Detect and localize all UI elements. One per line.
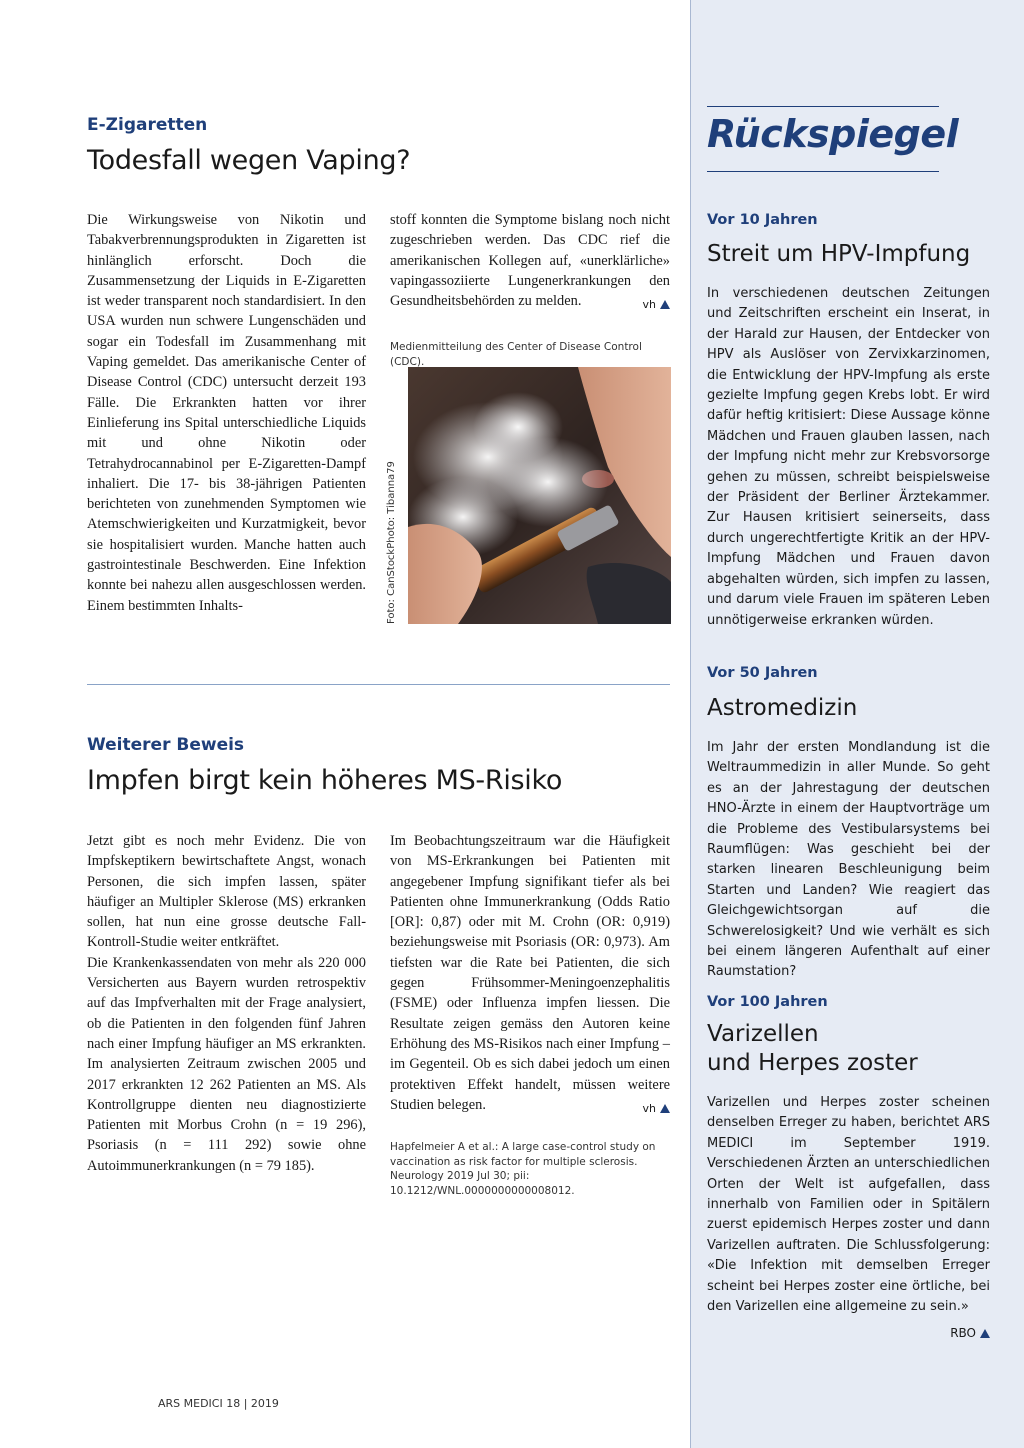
sidebar-item3-headline [707, 1020, 918, 1078]
sidebar-item3-kicker: Vor 100 Jahren [707, 994, 828, 1010]
article1-column1 [87, 210, 366, 616]
article1-col2-text: stoff konnten die Symptome bislang noch nicht zugeschrieben werden. Das CDC rief die amerikanischen Kollegen auf, «unerklärliche» vapingassoziierte Lungenerkrankungen den Gesundheitsbehörden zu melden. [390, 212, 670, 310]
article2-col1-p1: Jetzt gibt es noch mehr Evidenz. Die von Impfskeptikern bewirtschaftete Angst, wonach Personen, die sich impfen lassen, später häufiger an Multipler Sklerose (MS) erkranken sollen, hat nun eine grosse deutsche Fall-Kontroll-Studie weiter entkräftet. [87, 833, 366, 951]
article-divider [87, 684, 670, 685]
article2-col1-p2: Die Krankenkassendaten von mehr als 220 000 Versicherten aus Bayern wurden retrospektiv auf das Impfverhalten mit der Frage analysiert, ob die Patienten in den folgenden fünf Jahren nach einer Impfung häufiger an MS erkrankten. Im analysierten Zeitraum zwischen 2005 und 2017 erkrankten 12 262 Patienten an MS. Als Kontrollgruppe dienten neu diagnostizierte Patienten mit Morbus Crohn (n = 19 296), Psoriasis (n = 111 292) sowie ohne Autoimmunerkrankungen (n = 79 185). [87, 954, 366, 1174]
article1-col1-text: Die Wirkungsweise von Nikotin und Tabakverbrennungsprodukten in Zigaretten ist hinlänglich erforscht. Doch die Zusammensetzung der Liquids in E-Zigaretten ist weder transparent noch standardisiert. In den USA wurden nun schwere Lungenschäden und sogar ein Todesfall im Zusammenhang mit Vaping gemeldet. Das amerikanische Center of Disease Control (CDC) untersucht derzeit 193 Fälle. Die Erkrankten hatten vor ihrer Einlieferung ins Spital unterschiedliche Liquids mit und ohne Nikotin oder Tetrahydrocannabinol per E-Zigaretten-Dampf inhaliert. Die 17- bis 38-jährigen Patienten berichteten von zunehmenden Symptomen wie Atemschwierigkeiten und Kurzatmigkeit, bevor sie hospitalisiert wurden. Manche hatten auch gastrointestinale Beschwerden. Eine Infektion konnte bei nahezu allen ausgeschlossen werden. Einem bestimmten Inhalts- [87, 212, 366, 614]
photo-credit: Foto: CanStockPhoto: Tibanna79 [386, 461, 397, 624]
triangle-icon [660, 300, 670, 309]
page-footer: ARS MEDICI 18 | 2019 [158, 1397, 279, 1410]
article1-headline: Todesfall wegen Vaping? [87, 145, 411, 176]
article1-source: Medienmitteilung des Center of Disease Control (CDC). [390, 341, 642, 368]
sidebar-item3-body: Varizellen und Herpes zoster scheinen denselben Erreger zu haben, berichtet ARS MEDICI im September 1919. Verschiedenen Ärzten an unterschiedlichen Orten der Welt ist aufgefallen, dass innerhalb von Familien oder in Spitälern zuerst epidemisch Herpes zoster und dann Varizellen auftraten. Die Schlussfolgerung: «Die Infektion mit demselben Erreger scheint bei Herpes zoster eine örtliche, bei den Varizellen eine allgemeine zu sein.» [707, 1095, 990, 1315]
sidebar-item3-headline-line1: Varizellen [707, 1021, 819, 1047]
article2-column1 [87, 831, 366, 1176]
triangle-icon [980, 1329, 990, 1338]
article1-kicker: E-Zigaretten [87, 115, 208, 135]
sidebar-title: Rückspiegel [707, 112, 959, 156]
article2-source: Hapfelmeier A et al.: A large case-control study on vaccination as risk factor for multiple sclerosis. Neurology 2019 Jul 30; pii: 10.1212/WNL.0000000000008012. [390, 1141, 656, 1197]
article2-signature: vh [643, 1099, 670, 1119]
triangle-icon [660, 1104, 670, 1113]
vaping-photo-illustration [408, 367, 671, 624]
article2-column2 [390, 831, 670, 1119]
sidebar-item1-body: In verschiedenen deutschen Zeitungen und Zeitschriften erscheint ein Inserat, in der Harald zur Hausen, der Entdecker von HPV als Auslöser von Zervixkarzinomen, die Entwicklung der HPV-Impfung als erste gezielte Impfung gegen Krebs lobt. Er wird dafür heftig kritisiert: Diese Aussage könne Mädchen und Frauen glauben lassen, nach der Impfung nicht mehr zur Krebsvorsorge gehen zu müssen, schreibt beispielsweise der Präsident der Berliner Ärztekammer. Zur Hausen kritisiert seinerseits, dass durch ungerechtfertigte Kritik an der HPV-Impfung Mädchen und Frauen davon abgehalten würden, sich impfen zu lassen, und darum viele Frauen im späteren Leben unnötigerweise erkranken würden. [707, 286, 990, 628]
sidebar-item1-kicker: Vor 10 Jahren [707, 212, 818, 228]
article1-column2 [390, 210, 670, 315]
article1-signature: vh [643, 295, 670, 315]
sidebar-item2-kicker: Vor 50 Jahren [707, 665, 818, 681]
sidebar-item2-body: Im Jahr der ersten Mondlandung ist die Weltraummedizin in aller Munde. So geht es an der Jahrestagung der deutschen HNO-Ärzte in einem der Hauptvorträge um die Probleme des Vestibularsystems bei Raumflügen: Was geschieht bei der starken linearen Beschleunigung beim Starten und Landen? Wie reagiert das Gleichgewichtsorgan auf die Schwerelosigkeit? Und wie verhält es sich bei einem längeren Aufenthalt auf einer Raumstation? [707, 740, 990, 980]
article2-kicker: Weiterer Beweis [87, 735, 245, 755]
sidebar-item1-headline: Streit um HPV-Impfung [707, 241, 971, 267]
article2-col2-text: Im Beobachtungszeitraum war die Häufigkeit von MS-Erkrankungen bei Patienten mit angegebener Impfung signifikant tiefer als bei Patienten ohne Immunerkrankung (Odds Ratio [OR]: 0,87) oder mit M. Crohn (OR: 0,919) beziehungsweise mit Psoriasis (OR: 0,973). Am tiefsten war die Rate bei Patienten, die sich gegen Frühsommer-Meningoenzephalitis (FSME) oder Influenza impfen liessen. Die Resultate zeigen gemäss den Autoren keine Erhöhung des MS-Risikos nach einer Impfung – im Gegenteil. Ob es sich dabei jedoch um einen protektiven Effekt handelt, müssen weitere Studien belegen. [390, 833, 670, 1113]
vaping-photo [408, 367, 671, 624]
sidebar-item3-headline-line2: und Herpes zoster [707, 1050, 918, 1076]
sidebar-item3-signature: RBO [950, 1326, 990, 1340]
article2-headline: Impfen birgt kein höheres MS-Risiko [87, 765, 563, 796]
sidebar-item2-headline: Astromedizin [707, 695, 858, 721]
sidebar-title-rule [707, 171, 939, 172]
sidebar-top-rule [707, 106, 939, 107]
